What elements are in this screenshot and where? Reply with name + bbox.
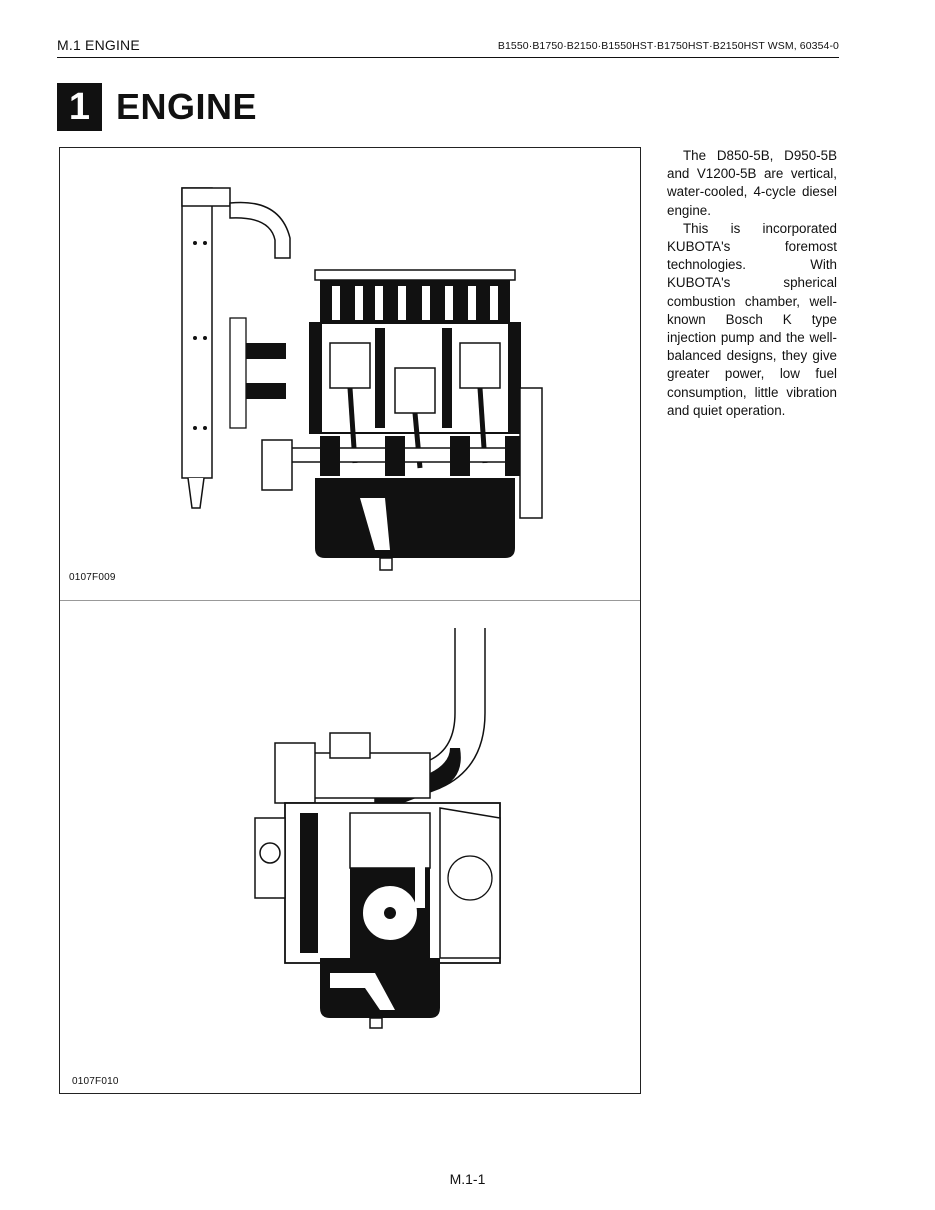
header-rule: [57, 57, 839, 58]
chapter-title: [57, 82, 257, 132]
figure-code-1: 0107F009: [69, 572, 116, 583]
figure-frame: [59, 147, 641, 1094]
header-section: M.1 ENGINE: [57, 37, 140, 53]
figure-divider: [60, 600, 640, 601]
description-paragraph: This is incorporated KUBOTA's foremost technologies. With KUBOTA's spherical combustion chamber, well-known Bosch K type injection pump and the well-balanced designs, they give greater power, low fuel consumption, little vibration and quiet operation.: [667, 220, 837, 418]
engine-front-cutaway-icon: [170, 178, 550, 578]
engine-description: [667, 147, 837, 420]
figure-code-2: 0107F010: [72, 1076, 119, 1087]
page-number: M.1-1: [449, 1171, 486, 1187]
description-paragraph: The D850-5B, D950-5B and V1200-5B are vertical, water-cooled, 4-cycle diesel engine.: [667, 148, 837, 218]
engine-side-cutaway-icon: [200, 628, 540, 1048]
chapter-heading: ENGINE: [116, 86, 258, 127]
header-models: B1550·B1750·B2150·B1550HST·B1750HST·B2150HST WSM, 60354-0: [497, 40, 839, 52]
chapter-number: 1: [57, 83, 102, 131]
